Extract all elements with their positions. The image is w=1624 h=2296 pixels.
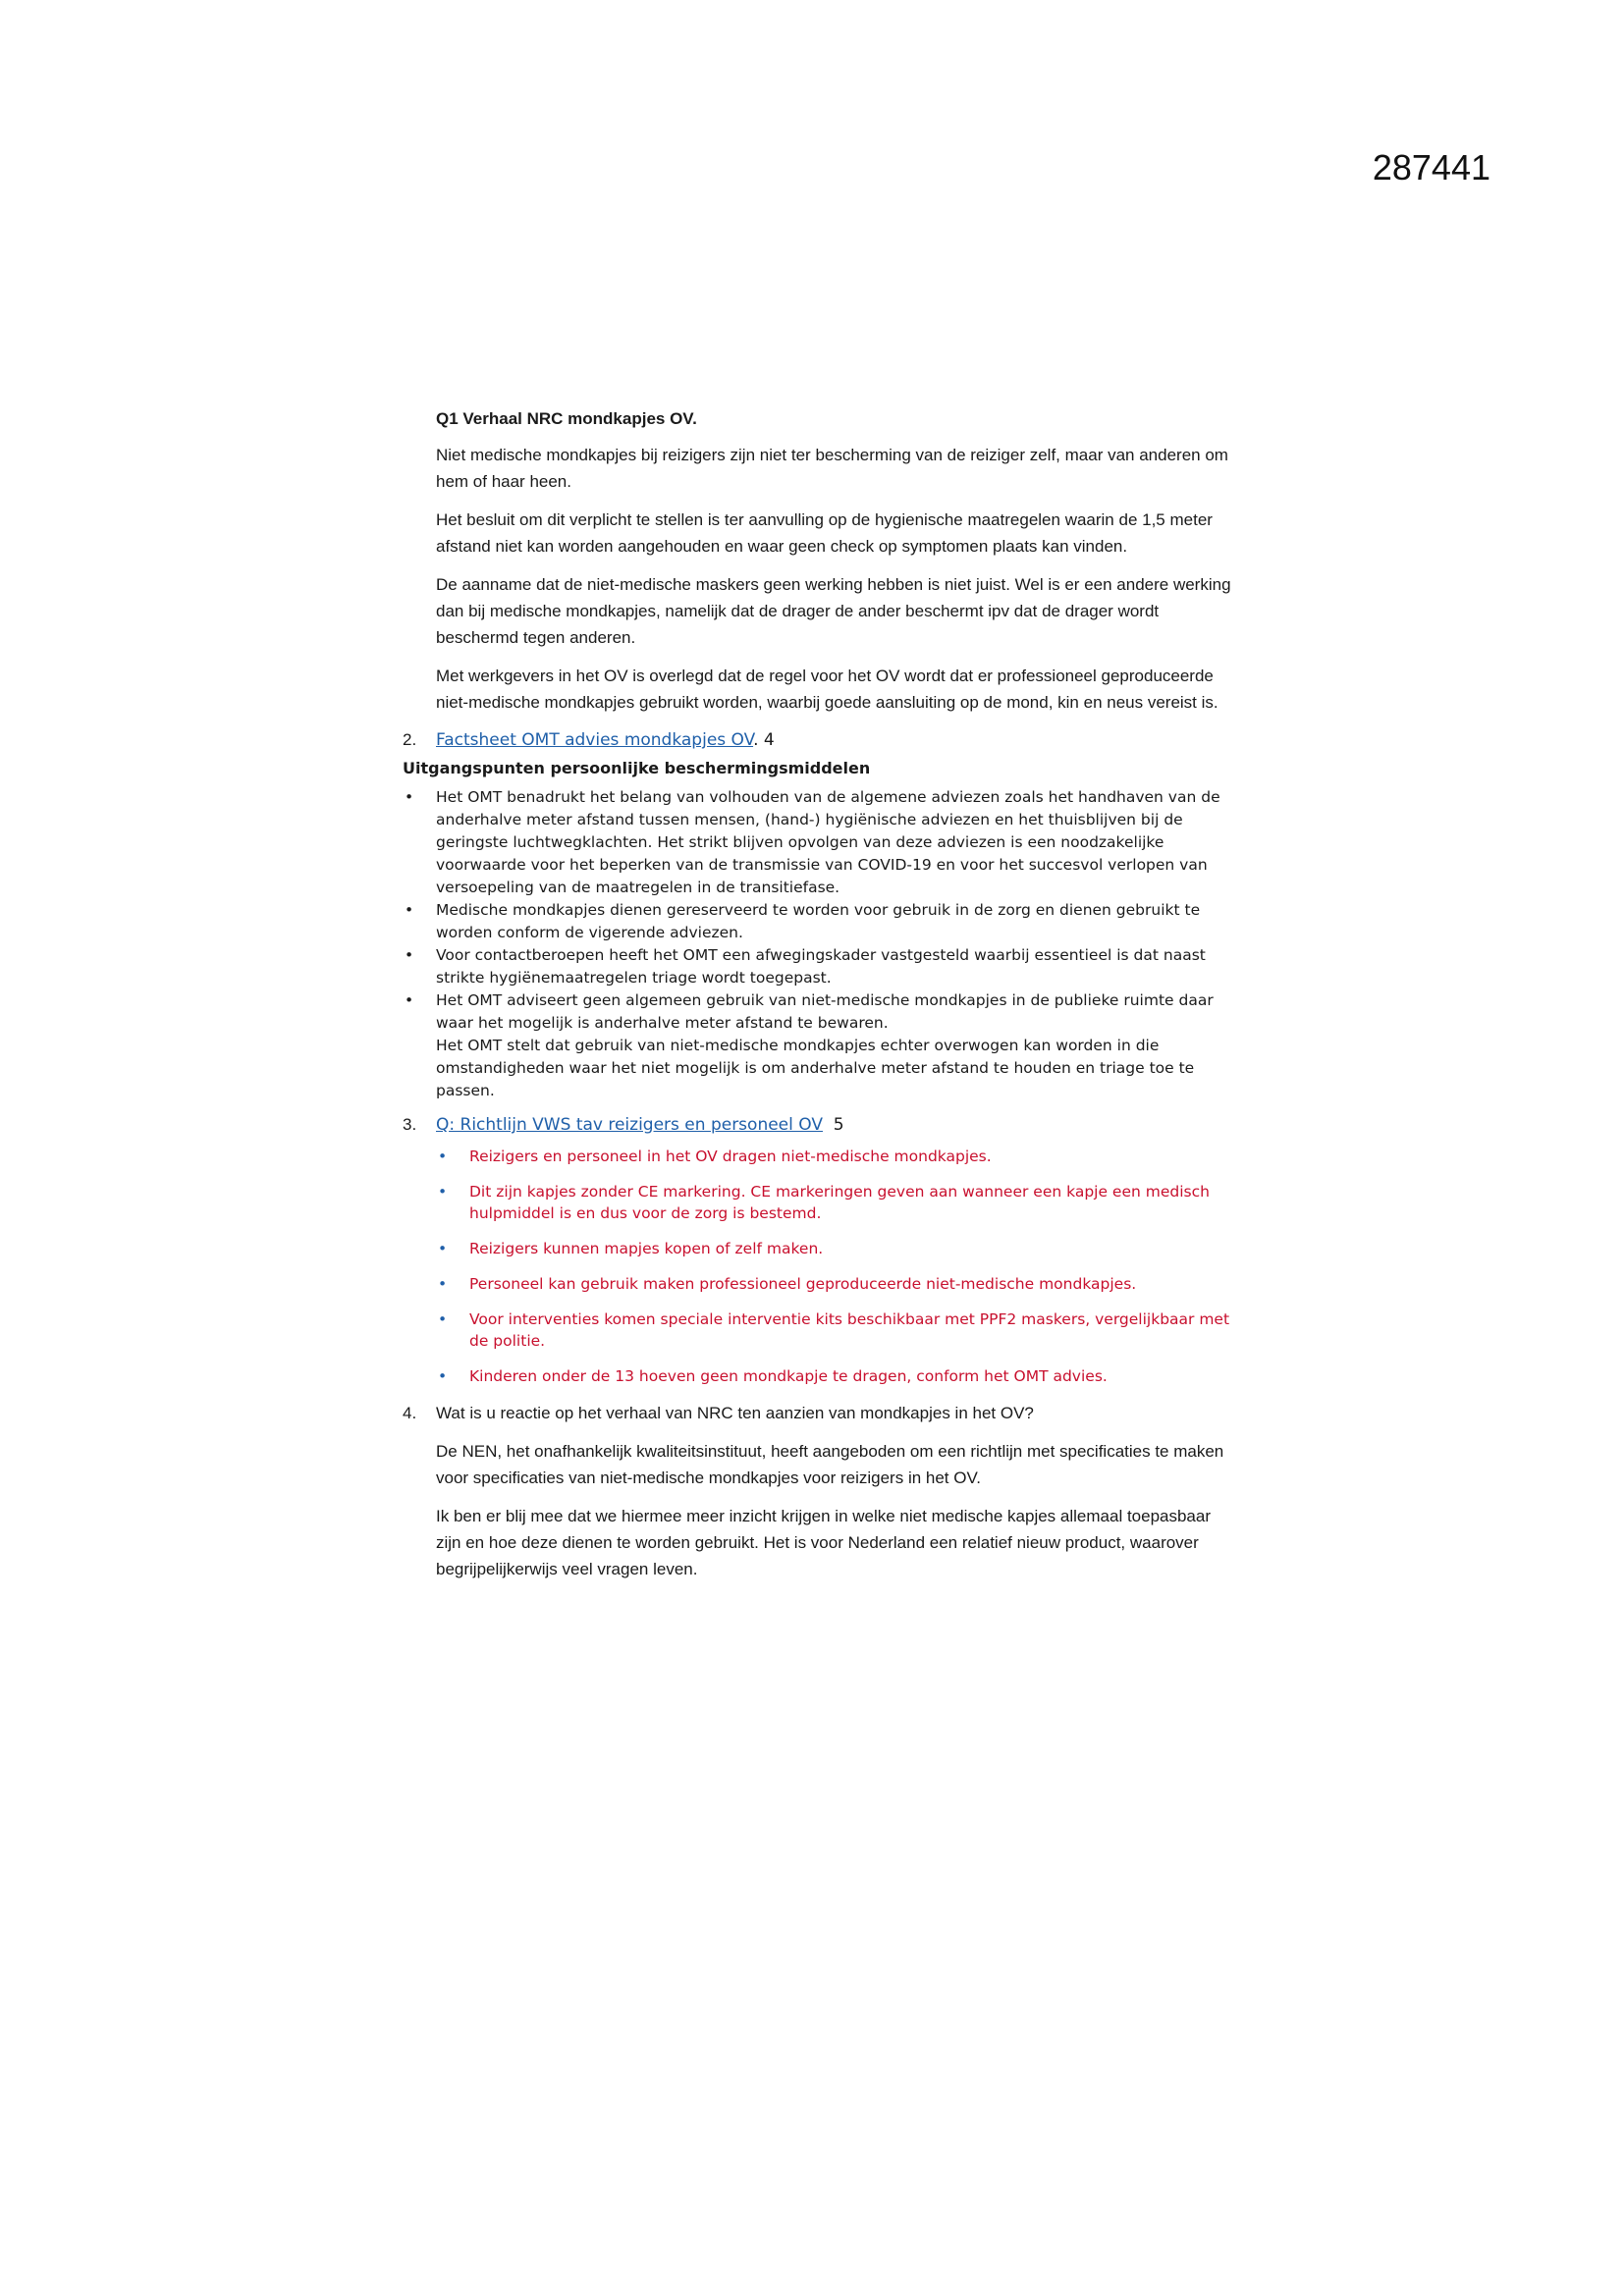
q1-paragraph-3: De aanname dat de niet-medische maskers geen werking hebben is niet juist. Wel is er een andere werking dan bij medische mondkapjes, namelijk dat de drager de ander beschermt ipv dat de drager wordt beschermd tegen anderen. xyxy=(436,575,1231,647)
omt-bullet-list xyxy=(403,786,1237,1102)
bullet-icon: • xyxy=(405,946,414,964)
list-item: • Dit zijn kapjes zonder CE markering. CE markeringen geven aan wanneer een kapje een medisch hulpmiddel is en dus voor de zorg is bestemd. xyxy=(438,1183,1210,1222)
bullet-icon: • xyxy=(438,1367,448,1385)
bullet-icon: • xyxy=(438,1275,448,1293)
list-item: • Reizigers kunnen mapjes kopen of zelf maken. xyxy=(438,1240,824,1257)
list-item: • Kinderen onder de 13 hoeven geen mondkapje te dragen, conform het OMT advies. xyxy=(438,1367,1108,1385)
bullet-icon: • xyxy=(438,1240,448,1257)
bullet-icon: • xyxy=(438,1310,448,1328)
item-3-suffix: 5 xyxy=(822,1115,844,1135)
richtlijn-link[interactable]: Q: Richtlijn VWS tav reizigers en personeel OV xyxy=(436,1115,823,1135)
item-4-paragraph-1: De NEN, het onafhankelijk kwaliteitsinstituut, heeft aangeboden om een richtlijn met specificaties te maken voor specificaties van niet-medische mondkapjes voor reizigers in het OV. xyxy=(436,1442,1224,1487)
bullet-icon: • xyxy=(438,1148,448,1165)
list-item: • Het OMT adviseert geen algemeen gebruik van niet-medische mondkapjes in de publieke ruimte daar waar het mogelijk is anderhalve meter afstand te bewaren. Het OMT stelt dat gebruik van niet-medische mondkapjes echter overwogen kan worden in die omstandigheden waar het niet mogelijk is om anderhalve meter afstand te houden en triage toe te passen. xyxy=(403,989,1237,1102)
document-number: 287441 xyxy=(1372,147,1490,187)
list-item: • Personeel kan gebruik maken professioneel geproduceerde niet-medische mondkapjes. xyxy=(438,1275,1137,1293)
list-item: • Het OMT benadrukt het belang van volhouden van de algemene adviezen zoals het handhaven van de anderhalve meter afstand tussen mensen, (hand-) hygiënische adviezen en het thuisblijven bij de geringste luchtwegklachten. Het strikt blijven opvolgen van deze adviezen is een noodzakelijke voorwaarde voor het beperken van de transmissie van COVID-19 en voor het succesvol verlopen van versoepeling van de maatregelen in de transitiefase. xyxy=(405,788,1220,896)
q1-paragraph-4: Met werkgevers in het OV is overlegd dat de regel voor het OV wordt dat er professioneel geproduceerde niet-medische mondkapjes gebruikt worden, waarbij goede aansluiting op de mond, kin en neus vereist is. xyxy=(436,667,1218,712)
item-3-row xyxy=(403,1112,1237,1138)
item-4-row xyxy=(403,1401,1237,1426)
item-2-suffix: . 4 xyxy=(753,730,775,750)
item-2-row xyxy=(403,727,1237,753)
list-item: • Reizigers en personeel in het OV dragen niet-medische mondkapjes. xyxy=(438,1148,992,1165)
bullet-icon: • xyxy=(405,788,414,806)
list-item: • Voor contactberoepen heeft het OMT een afwegingskader vastgesteld waarbij essentieel is dat naast strikte hygiënemaatregelen triage wordt toegepast. xyxy=(405,946,1206,987)
item-3-number: 3. xyxy=(403,1115,417,1134)
bullet-icon: • xyxy=(405,901,414,919)
item-2-number: 2. xyxy=(403,730,417,749)
factsheet-link[interactable]: Factsheet OMT advies mondkapjes OV xyxy=(436,730,754,750)
item-4-question: Wat is u reactie op het verhaal van NRC ten aanzien van mondkapjes in het OV? xyxy=(436,1404,1034,1422)
richtlijn-bullet-list xyxy=(436,1146,1237,1387)
item-4-number: 4. xyxy=(403,1404,417,1422)
q1-title: Q1 Verhaal NRC mondkapjes OV. xyxy=(436,409,697,428)
item-4-paragraph-2: Ik ben er blij mee dat we hiermee meer inzicht krijgen in welke niet medische kapjes allemaal toepasbaar zijn en hoe deze dienen te worden gebruikt. Het is voor Nederland een relatief nieuw product, waarover begrijpelijkerwijs veel vragen leven. xyxy=(436,1507,1212,1578)
omt-extra-text: Het OMT stelt dat gebruik van niet-medische mondkapjes echter overwogen kan worden in die omstandigheden waar het niet mogelijk is om anderhalve meter afstand te houden en triage toe te passen. xyxy=(436,1037,1195,1099)
list-item: • Voor interventies komen speciale interventie kits beschikbaar met PPF2 maskers, vergelijkbaar met de politie. xyxy=(438,1310,1230,1350)
q1-paragraph-2: Het besluit om dit verplicht te stellen is ter aanvulling op de hygienische maatregelen waarin de 1,5 meter afstand niet kan worden aangehouden en waar geen check op symptomen plaats kan vinden. xyxy=(436,510,1213,556)
q1-paragraph-1: Niet medische mondkapjes bij reizigers zijn niet ter bescherming van de reiziger zelf, maar van anderen om hem of haar heen. xyxy=(436,446,1228,491)
list-item: • Medische mondkapjes dienen gereserveerd te worden voor gebruik in de zorg en dienen gebruikt te worden conform de vigerende adviezen. xyxy=(405,901,1201,941)
section-heading: Uitgangspunten persoonlijke beschermingsmiddelen xyxy=(403,759,871,777)
bullet-icon: • xyxy=(438,1183,448,1201)
bullet-icon: • xyxy=(405,991,414,1009)
document-body xyxy=(403,406,1237,1594)
